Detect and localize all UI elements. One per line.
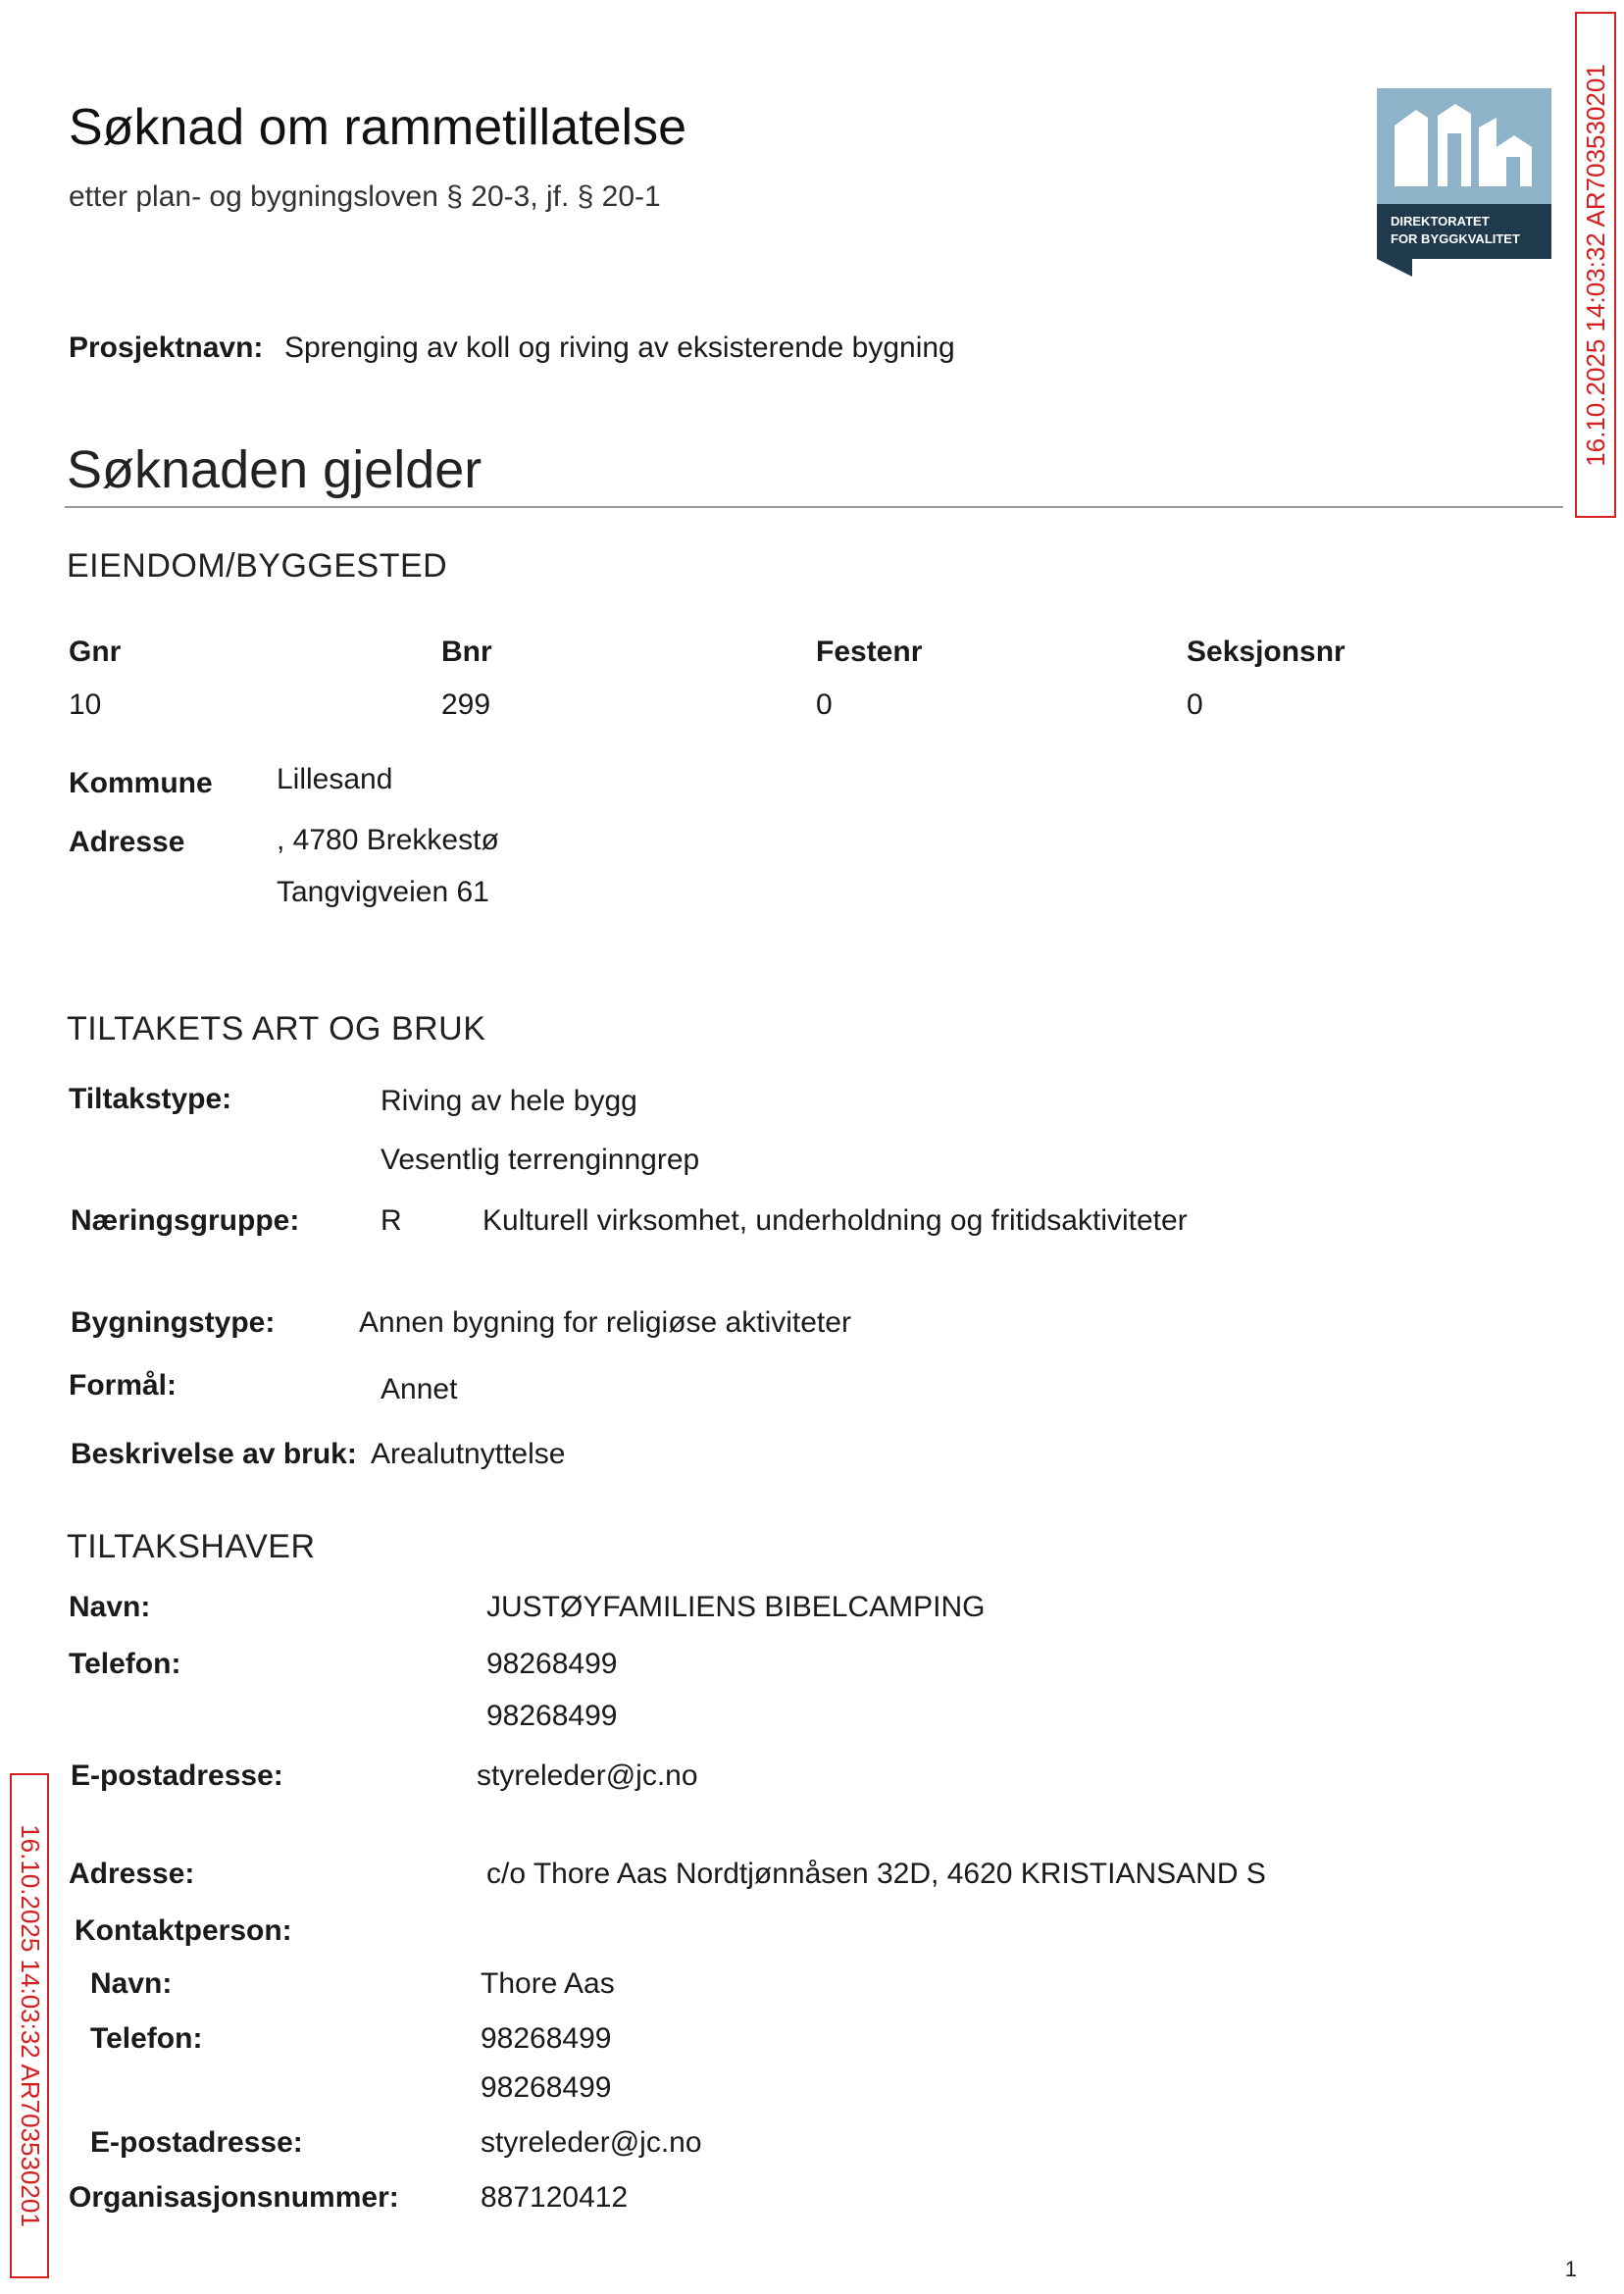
stamp-text: 16.10.2025 14:03:32 AR703530201 (15, 1824, 45, 2227)
bygningstype-value: Annen bygning for religiøse aktiviteter (359, 1306, 851, 1339)
seksjonsnr-label: Seksjonsnr (1187, 636, 1345, 668)
page-number: 1 (1564, 2257, 1577, 2281)
receipt-stamp-top (1575, 12, 1616, 518)
tiltakshaver-heading: TILTAKSHAVER (67, 1528, 316, 1565)
adresse-label: Adresse (69, 826, 185, 858)
tiltak-heading: TILTAKETS ART OG BRUK (67, 1010, 486, 1047)
logo-text-line2: FOR BYGGKVALITET (1391, 231, 1520, 246)
formal-label: Formål: (69, 1369, 178, 1402)
tiltakshaver-adresse-label: Adresse: (69, 1858, 195, 1890)
receipt-stamp-left (10, 1773, 49, 2278)
property-heading: EIENDOM/BYGGESTED (67, 547, 448, 585)
tiltakshaver-navn-label: Navn: (69, 1591, 151, 1623)
festenr-value: 0 (816, 688, 833, 721)
project-label: Prosjektnavn: (69, 331, 264, 364)
kontakt-telefon-label: Telefon: (90, 2022, 203, 2055)
tiltakshaver-epost-value: styreleder@jc.no (477, 1759, 698, 1792)
seksjonsnr-value: 0 (1187, 688, 1203, 721)
tiltakshaver-navn-value: JUSTØYFAMILIENS BIBELCAMPING (486, 1591, 986, 1623)
stamp-text: 16.10.2025 14:03:32 AR703530201 (1580, 63, 1610, 467)
beskrivelse-value: Arealutnyttelse (371, 1438, 566, 1470)
gnr-value: 10 (69, 688, 102, 721)
section-title: Søknaden gjelder (67, 440, 482, 499)
formal-value: Annet (381, 1373, 458, 1405)
tiltakshaver-telefon-1: 98268499 (486, 1648, 618, 1680)
bnr-value: 299 (441, 688, 491, 721)
naeringsgruppe-code: R (381, 1204, 402, 1237)
section-divider (65, 506, 1563, 508)
kommune-value: Lillesand (277, 763, 393, 795)
bygningstype-label: Bygningstype: (71, 1306, 276, 1339)
adresse-line1: , 4780 Brekkestø (277, 824, 499, 856)
tiltakstype-label: Tiltakstype: (69, 1083, 232, 1115)
kontaktperson-label: Kontaktperson: (75, 1914, 292, 1947)
dibk-logo (1377, 88, 1551, 277)
naeringsgruppe-value: Kulturell virksomhet, underholdning og fritidsaktiviteter (482, 1204, 1188, 1237)
kontakt-navn-value: Thore Aas (481, 1967, 615, 2000)
kontakt-telefon-1: 98268499 (481, 2022, 612, 2055)
kontakt-telefon-2: 98268499 (481, 2071, 612, 2104)
tiltakshaver-telefon-2: 98268499 (486, 1700, 618, 1732)
logo-text-line1: DIREKTORATET (1391, 214, 1490, 229)
gnr-label: Gnr (69, 636, 122, 668)
tiltakstype-value-2: Vesentlig terrenginngrep (381, 1144, 700, 1176)
kontakt-epost-value: styreleder@jc.no (481, 2126, 702, 2159)
kontakt-navn-label: Navn: (90, 1967, 173, 2000)
tiltakshaver-adresse-value: c/o Thore Aas Nordtjønnåsen 32D, 4620 KRISTIANSAND S (486, 1858, 1266, 1890)
document-title: Søknad om rammetillatelse (69, 99, 686, 156)
document-subtitle: etter plan- og bygningsloven § 20-3, jf. § 20-1 (69, 180, 661, 213)
organisasjonsnummer-label: Organisasjonsnummer: (69, 2181, 399, 2214)
tiltakshaver-telefon-label: Telefon: (69, 1648, 181, 1680)
organisasjonsnummer-value: 887120412 (481, 2181, 629, 2214)
kontakt-epost-label: E-postadresse: (90, 2126, 303, 2159)
beskrivelse-label: Beskrivelse av bruk: (71, 1438, 357, 1470)
project-value: Sprenging av koll og riving av eksisterende bygning (284, 331, 955, 364)
bnr-label: Bnr (441, 636, 492, 668)
tiltakstype-value-1: Riving av hele bygg (381, 1085, 637, 1117)
naeringsgruppe-label: Næringsgruppe: (71, 1204, 300, 1237)
festenr-label: Festenr (816, 636, 923, 668)
adresse-line2: Tangvigveien 61 (277, 876, 489, 908)
kommune-label: Kommune (69, 767, 213, 799)
tiltakshaver-epost-label: E-postadresse: (71, 1759, 283, 1792)
